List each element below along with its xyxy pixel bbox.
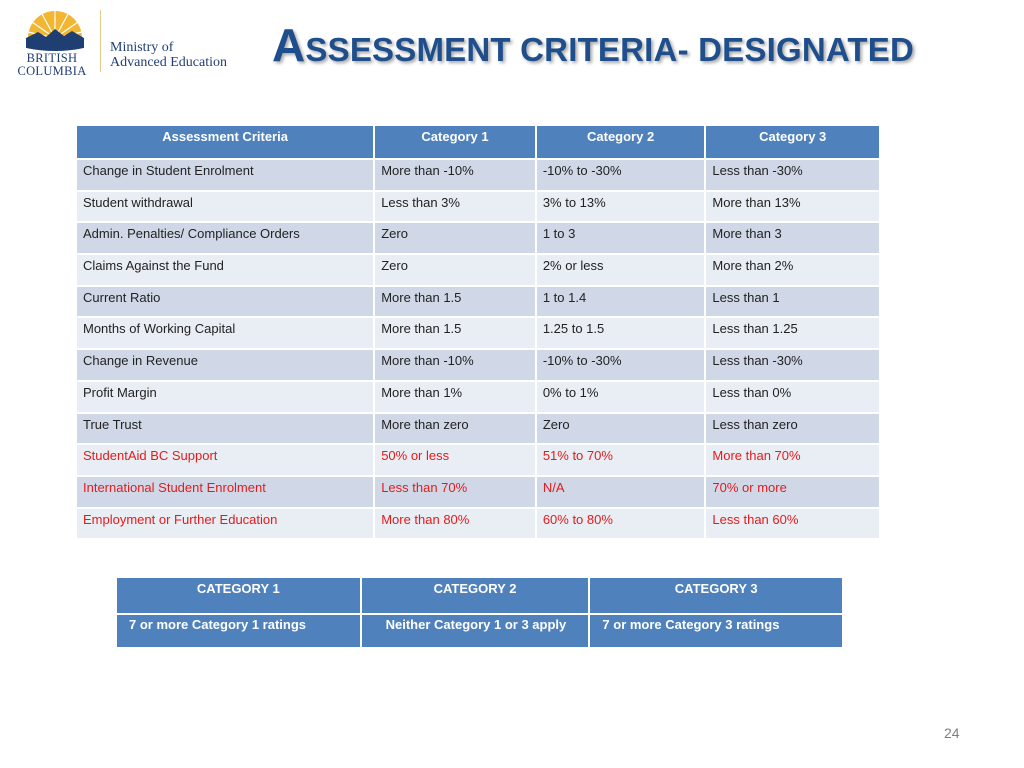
category-1-cell: More than 1.5 [375,287,535,317]
category-2-cell: 0% to 1% [537,382,705,412]
summary-header-category-2: CATEGORY 2 [362,578,589,613]
bc-sun-mountain-icon [20,8,90,56]
bc-ministry-logo [10,8,230,78]
category-3-cell: Less than zero [706,414,879,444]
criteria-cell: StudentAid BC Support [77,445,373,475]
table-row [77,223,879,253]
criteria-cell: Claims Against the Fund [77,255,373,285]
category-1-cell: More than -10% [375,160,535,190]
category-2-cell: 2% or less [537,255,705,285]
category-2-cell: 1 to 1.4 [537,287,705,317]
category-3-cell: Less than 60% [706,509,879,539]
table-row-highlighted [77,509,879,539]
category-2-cell: -10% to -30% [537,160,705,190]
page-title [272,18,1012,72]
category-2-cell: N/A [537,477,705,507]
summary-category-1-rule: 7 or more Category 1 ratings [117,615,360,647]
header-assessment-criteria: Assessment Criteria [77,126,373,158]
criteria-cell: Student withdrawal [77,192,373,222]
category-1-cell: More than 1.5 [375,318,535,348]
summary-category-2-rule: Neither Category 1 or 3 apply [362,615,589,647]
bc-wordmark-line1: BRITISH [26,51,78,65]
criteria-cell: Months of Working Capital [77,318,373,348]
table-row-highlighted [77,445,879,475]
category-2-cell: -10% to -30% [537,350,705,380]
title-word1: SSESSMENT [305,31,511,68]
category-2-cell: 3% to 13% [537,192,705,222]
criteria-cell: Profit Margin [77,382,373,412]
category-2-cell: 1.25 to 1.5 [537,318,705,348]
assessment-criteria-table [75,124,881,540]
header-category-2: Category 2 [537,126,705,158]
logo-divider [100,10,101,72]
category-3-cell: More than 3 [706,223,879,253]
category-3-cell: More than 2% [706,255,879,285]
ministry-name [110,40,227,70]
criteria-cell: True Trust [77,414,373,444]
category-1-cell: Zero [375,223,535,253]
table-row [77,255,879,285]
category-3-cell: 70% or more [706,477,879,507]
category-2-cell: 60% to 80% [537,509,705,539]
table-row [77,160,879,190]
category-3-cell: Less than -30% [706,160,879,190]
category-1-cell: Less than 3% [375,192,535,222]
category-1-cell: More than -10% [375,350,535,380]
summary-header-category-3: CATEGORY 3 [590,578,842,613]
bc-wordmark [12,52,92,78]
category-2-cell: 51% to 70% [537,445,705,475]
ministry-line1: Ministry of [110,40,174,55]
criteria-cell: International Student Enrolment [77,477,373,507]
criteria-cell: Current Ratio [77,287,373,317]
category-3-cell: Less than 1.25 [706,318,879,348]
table-row [77,287,879,317]
category-1-cell: Zero [375,255,535,285]
category-summary-table [115,576,844,649]
summary-header-category-1: CATEGORY 1 [117,578,360,613]
table-row [77,350,879,380]
criteria-cell: Change in Revenue [77,350,373,380]
summary-header-row [117,578,842,613]
summary-category-3-rule: 7 or more Category 3 ratings [590,615,842,647]
criteria-cell: Admin. Penalties/ Compliance Orders [77,223,373,253]
category-1-cell: More than 80% [375,509,535,539]
category-2-cell: 1 to 3 [537,223,705,253]
category-3-cell: Less than -30% [706,350,879,380]
page-number: 24 [944,725,960,741]
table-header-row [77,126,879,158]
bc-wordmark-line2: COLUMBIA [17,64,87,78]
title-initial: A [272,19,306,71]
summary-value-row [117,615,842,647]
ministry-line2: Advanced Education [110,55,228,70]
category-1-cell: More than zero [375,414,535,444]
table-row-highlighted [77,477,879,507]
header-category-1: Category 1 [375,126,535,158]
criteria-cell: Employment or Further Education [77,509,373,539]
table-row [77,382,879,412]
category-3-cell: More than 70% [706,445,879,475]
criteria-cell: Change in Student Enrolment [77,160,373,190]
category-2-cell: Zero [537,414,705,444]
category-3-cell: Less than 1 [706,287,879,317]
table-row [77,414,879,444]
title-rest: CRITERIA- DESIGNATED [510,31,915,68]
category-1-cell: 50% or less [375,445,535,475]
category-3-cell: Less than 0% [706,382,879,412]
category-1-cell: More than 1% [375,382,535,412]
table-row [77,318,879,348]
category-1-cell: Less than 70% [375,477,535,507]
header-category-3: Category 3 [706,126,879,158]
category-3-cell: More than 13% [706,192,879,222]
table-row [77,192,879,222]
